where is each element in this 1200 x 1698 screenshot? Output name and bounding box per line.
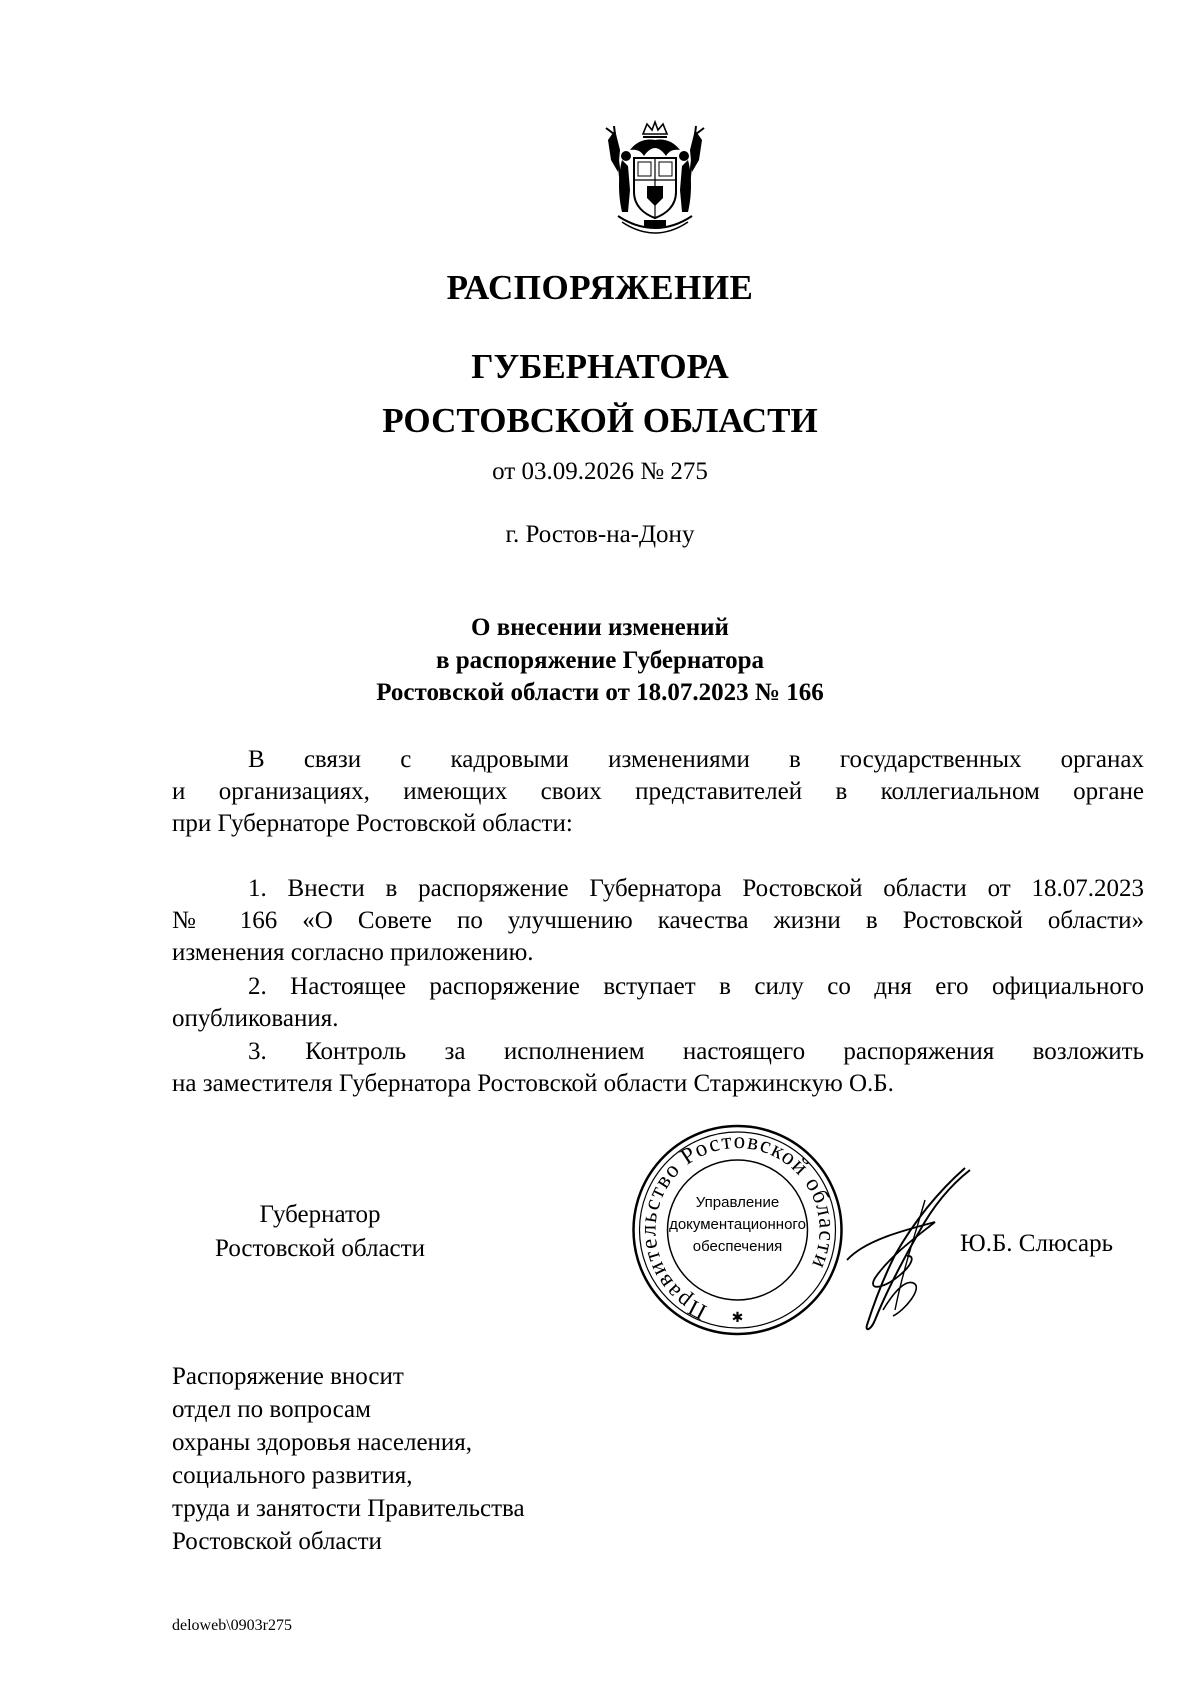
prepared-by-note	[172, 1360, 525, 1558]
prepared-by-line: труда и занятости Правительства	[172, 1495, 525, 1522]
item-line: на заместителя Губернатора Ростовской области Старжинскую О.Б.	[172, 1070, 894, 1097]
stamp-inner-line: Управление	[695, 1194, 780, 1211]
signer-position-line: Губернатор	[259, 1201, 381, 1228]
signer-name: Ю.Б. Слюсарь	[960, 1230, 1114, 1257]
item-1-paragraph	[172, 873, 1144, 969]
item-line: 1. Внести в распоряжение Губернатора Ростовской области от 18.07.2023	[248, 875, 1144, 902]
prepared-by-line: охраны здоровья населения,	[172, 1429, 473, 1456]
stamp-inner-line: документационного	[669, 1216, 806, 1233]
stamp-outer-text: Правительство Ростовской области	[635, 1127, 840, 1325]
prepared-by-line: социального развития,	[172, 1462, 413, 1489]
item-line: 2. Настоящее распоряжение вступает в силу со дня его официального	[248, 973, 1144, 1000]
document-type-title: РАСПОРЯЖЕНИЕ	[446, 268, 754, 307]
item-3-paragraph	[172, 1036, 1144, 1100]
issuer-line-2: РОСТОВСКОЙ ОБЛАСТИ	[382, 401, 818, 441]
signer-position-line: Ростовской области	[215, 1235, 425, 1262]
subject-line: в распоряжение Губернатора	[435, 646, 765, 674]
document-city: г. Ростов-на-Дону	[505, 521, 695, 548]
prepared-by-line: Ростовской области	[172, 1528, 382, 1555]
stamp-inner-line: обеспечения	[692, 1238, 783, 1255]
signer-position	[170, 1198, 470, 1266]
preamble-line: при Губернаторе Ростовской области:	[172, 810, 573, 837]
document-file-code: deloweb\0903r275	[172, 1617, 292, 1634]
item-line: опубликования.	[172, 1005, 339, 1032]
document-date-number: от 03.09.2026 № 275	[492, 458, 708, 485]
subject-line: О внесении изменений	[471, 614, 729, 641]
official-stamp	[630, 1122, 845, 1340]
preamble-line: и организациях, имеющих своих представителей в коллегиальном органе	[172, 778, 1144, 805]
item-line: изменения согласно приложению.	[172, 939, 534, 966]
preamble-paragraph	[172, 744, 1144, 840]
preamble-line: В связи с кадровыми изменениями в государственных органах	[248, 746, 1144, 773]
issuer-line-1: ГУБЕРНАТОРА	[471, 347, 729, 386]
stamp-star-icon: ✱	[731, 1310, 744, 1326]
item-line: 3. Контроль за исполнением настоящего распоряжения возложить	[248, 1038, 1144, 1065]
issuer-title	[0, 340, 1200, 449]
prepared-by-line: Распоряжение вносит	[172, 1363, 404, 1390]
item-2-paragraph	[172, 971, 1144, 1035]
document-subject	[0, 612, 1200, 710]
prepared-by-line: отдел по вопросам	[172, 1396, 371, 1423]
subject-line: Ростовской области от 18.07.2023 № 166	[376, 679, 824, 706]
coat-of-arms-icon	[600, 120, 710, 238]
item-line: № 166 «О Совете по улучшению качества жизни в Ростовской области»	[172, 907, 1144, 934]
